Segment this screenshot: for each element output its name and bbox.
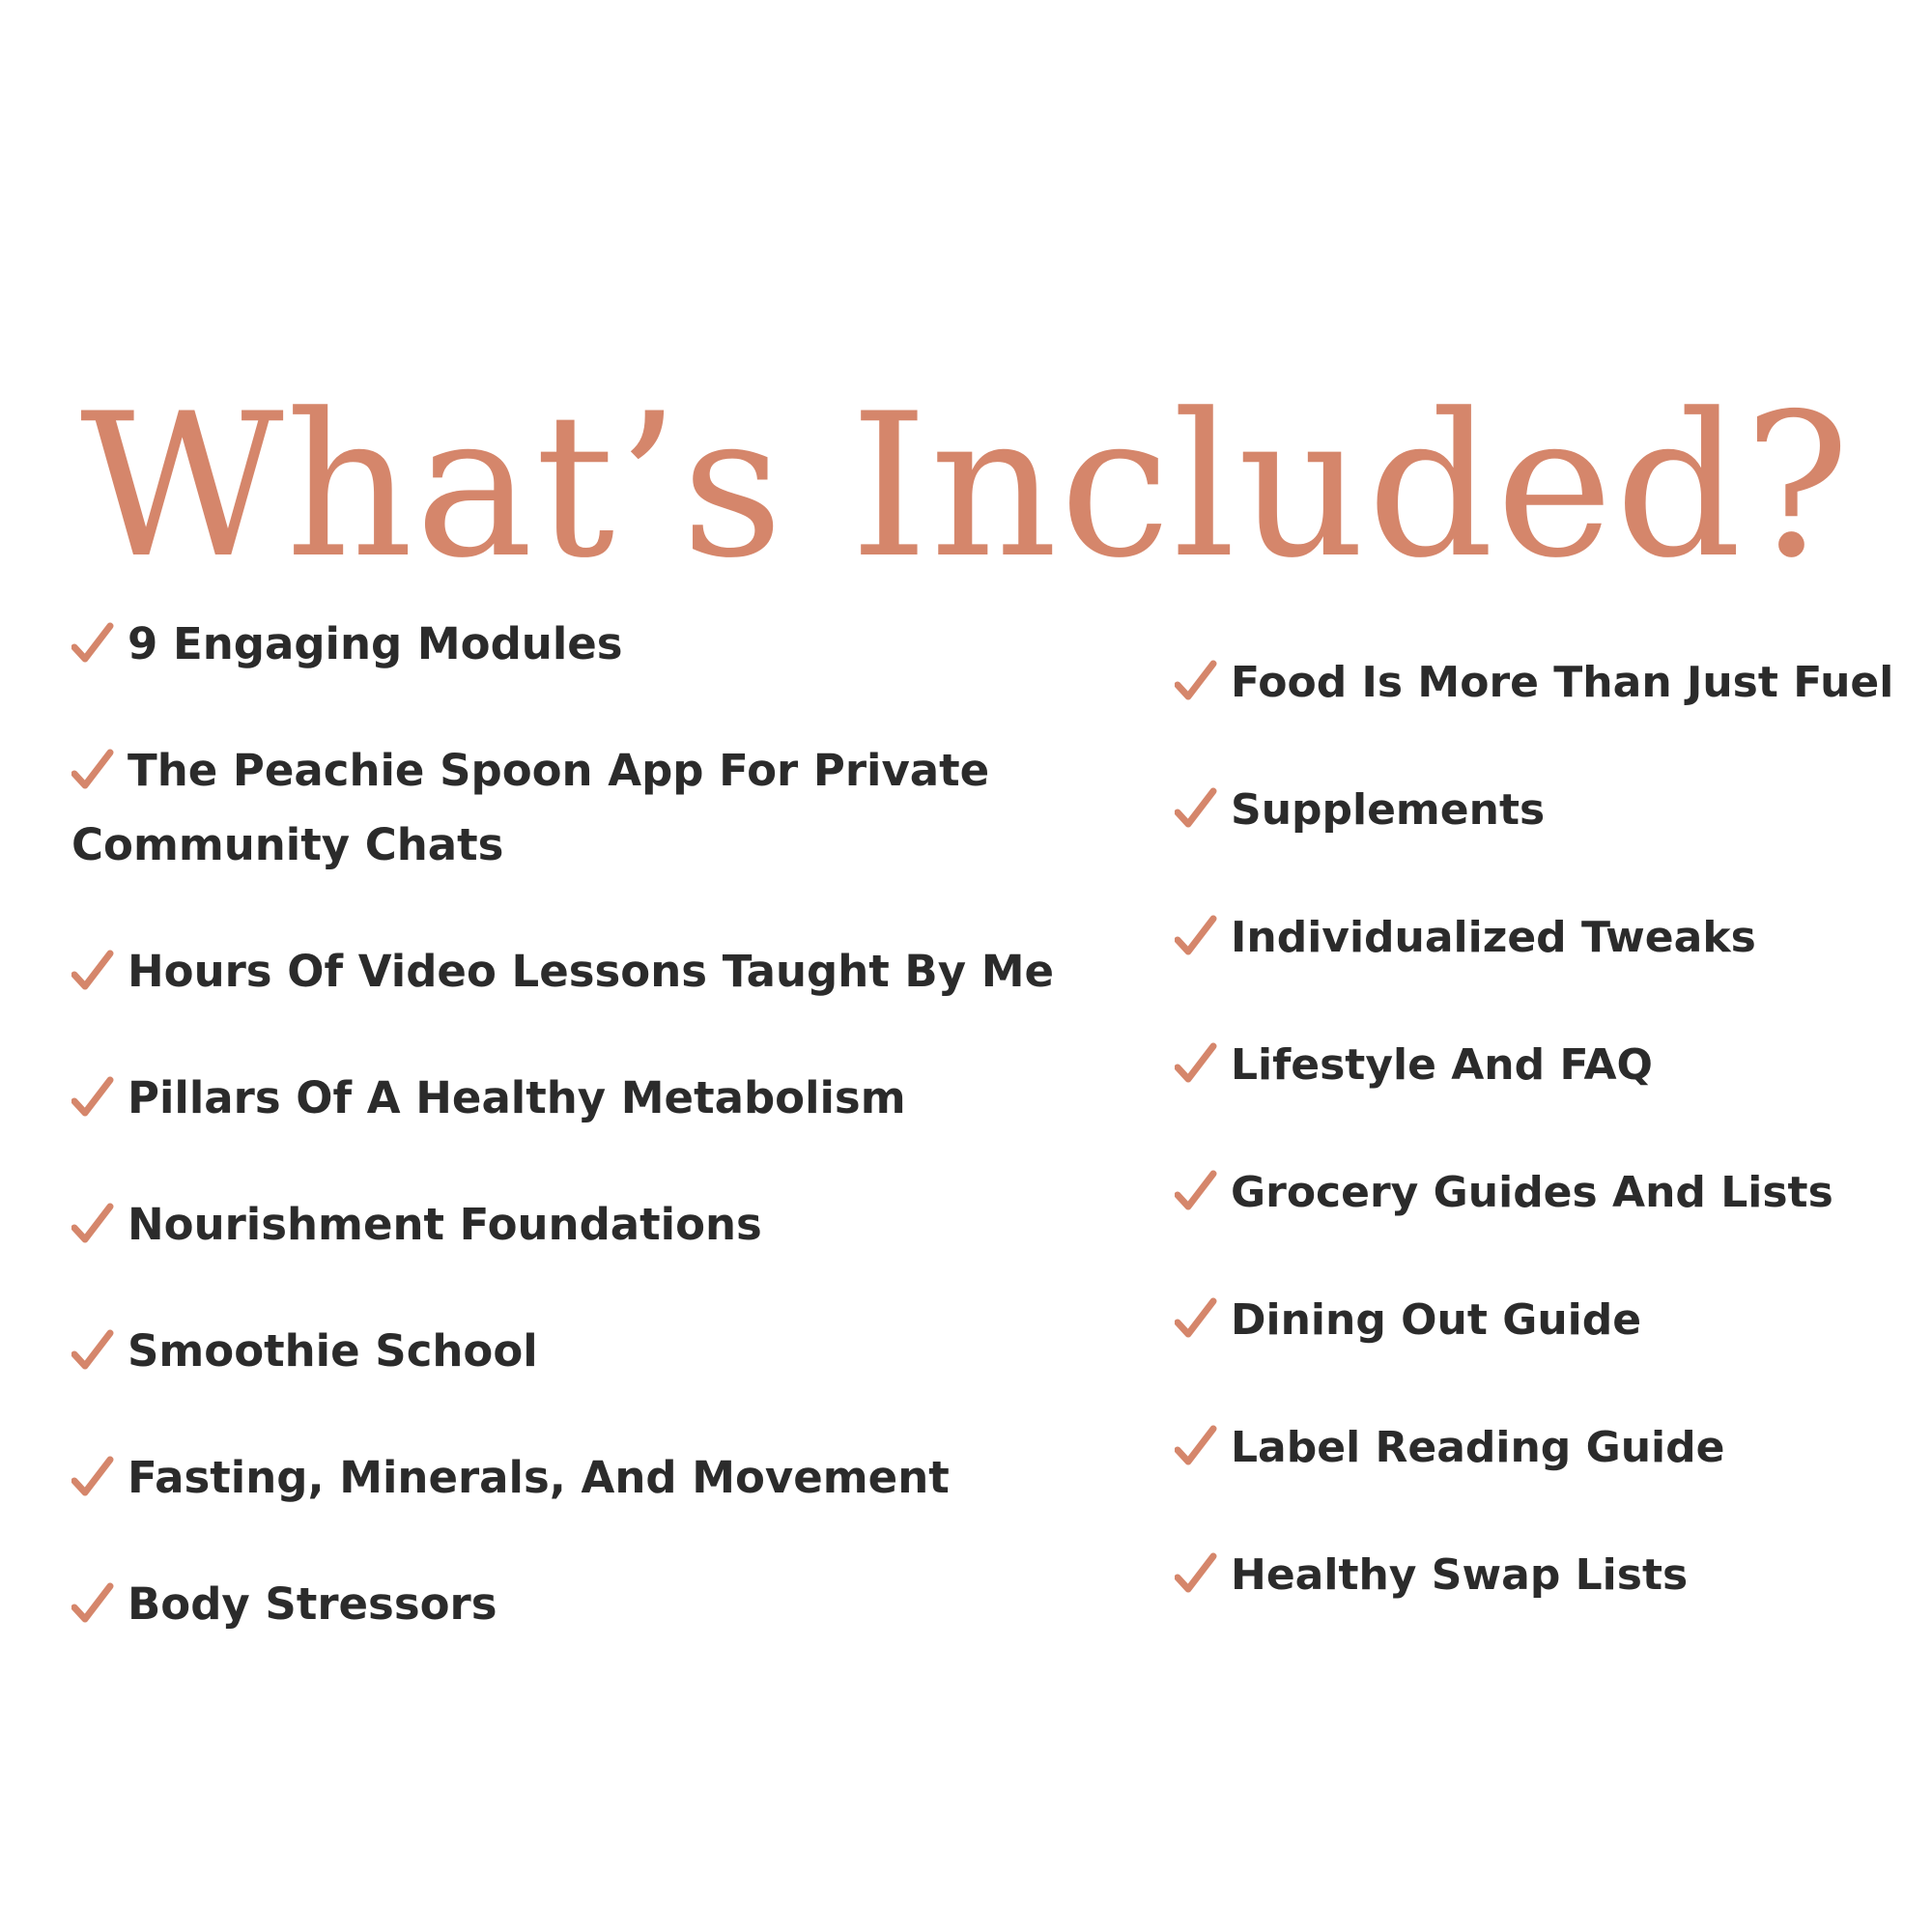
list-item (1175, 1409, 1928, 1485)
list-item (71, 1440, 1115, 1515)
list-item-label: Food Is More Than Just Fuel (1231, 658, 1894, 707)
check-icon (71, 1074, 114, 1121)
list-item-label: Dining Out Guide (1231, 1295, 1642, 1345)
check-icon (71, 1201, 114, 1247)
list-item (1175, 1282, 1928, 1357)
list-item (71, 1187, 1115, 1262)
check-icon (1175, 1040, 1217, 1087)
list-item-label: The Peachie Spoon App For Private Community Chats (71, 745, 990, 870)
list-item-label: Hours Of Video Lessons Taught By Me (128, 946, 1055, 997)
list-item-label: Grocery Guides And Lists (1231, 1168, 1833, 1217)
list-item (1175, 1027, 1928, 1102)
check-icon (1175, 1295, 1217, 1342)
list-item (1175, 772, 1928, 847)
list-item (1175, 1537, 1928, 1612)
list-item-label: Smoothie School (128, 1325, 538, 1377)
check-icon (71, 1327, 114, 1374)
list-item-label: Label Reading Guide (1231, 1423, 1725, 1472)
check-icon (71, 948, 114, 994)
check-icon (1175, 1550, 1217, 1597)
included-list-left (71, 607, 1115, 1693)
check-icon (1175, 1168, 1217, 1214)
list-item (71, 934, 1115, 1009)
list-item-label: Individualized Tweaks (1231, 913, 1756, 962)
check-icon (1175, 1423, 1217, 1469)
check-icon (71, 620, 114, 667)
list-item-label: Fasting, Minerals, And Movement (128, 1452, 950, 1503)
check-icon (1175, 658, 1217, 704)
list-item (71, 1567, 1115, 1641)
list-item (1175, 1154, 1928, 1230)
list-item-label: Lifestyle And FAQ (1231, 1040, 1653, 1090)
list-item-label: Supplements (1231, 785, 1546, 835)
list-item (71, 1061, 1115, 1135)
list-item (1175, 644, 1928, 720)
check-icon (71, 1454, 114, 1500)
check-icon (71, 747, 114, 793)
list-item (71, 1314, 1115, 1388)
list-item-label: Nourishment Foundations (128, 1199, 762, 1250)
list-item-label: 9 Engaging Modules (128, 618, 623, 669)
page-title: What’s Included? (80, 372, 1852, 603)
check-icon (1175, 785, 1217, 832)
list-item-label: Healthy Swap Lists (1231, 1550, 1689, 1600)
list-item (71, 733, 1057, 882)
list-item-label: Body Stressors (128, 1578, 497, 1630)
check-icon (1175, 913, 1217, 959)
list-item (1175, 899, 1928, 975)
list-item-label: Pillars Of A Healthy Metabolism (128, 1072, 906, 1123)
check-icon (71, 1580, 114, 1627)
list-item (71, 607, 1115, 681)
included-list-right (1175, 644, 1928, 1664)
